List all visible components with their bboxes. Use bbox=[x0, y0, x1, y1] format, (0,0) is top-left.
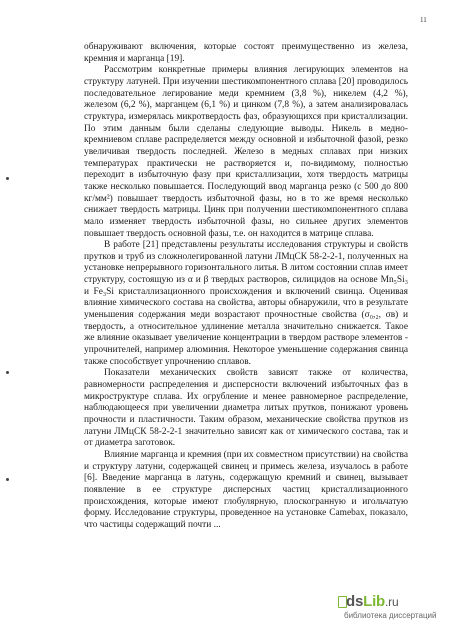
margin-mark bbox=[6, 478, 9, 481]
paragraph: Влияние марганца и кремния (при их совместном присутствии) на свойства и структуру латуни, содержащей свинец и примесь железа, изучалось в работе [6]. Введение марганца в латунь, содержащую кремний и свинец, вызывает появление в ее структуре дисперсных частиц кристаллизационного происхождения, которые имеют глобулярную, плоскогранную и игольчатую форму. Исследование структуры, проведенное на установке Camebax, показало, что частицы содержащий почти ... bbox=[84, 449, 408, 530]
paragraph: В работе [21] представлены результаты исследования структуры и свойств прутков и труб из сложнолегированной латуни ЛМцСК 58-2-2-1, полученных на установке непрерывного горизонтального литья. В литом состоянии сплав имеет структуру, состоящую из α и β твердых растворов, силицидов на основе Mn₅Si₃ и Fe₃Si кристаллизационного происхождения и включений свинца. Оценивая влияние химического состава на свойства, авторы обнаружили, что в результате уменьшения содержания меди возрастают прочностные свойства (σ₀,₂, σв) и твердость, а относительное удлинение металла значительно снижается. Такое же влияние оказывает увеличение концентрации в твердом растворе элементов - упрочнителей, например алюминия. Некоторое уменьшение содержания свинца также способствует упрочнению сплавов. bbox=[84, 240, 408, 367]
watermark-tagline: библиотека диссертаций bbox=[344, 611, 437, 620]
paragraph: обнаруживают включения, которые состоят преимущественно из железа, кремния и марганца [19]. bbox=[84, 42, 408, 64]
dslib-watermark[interactable] bbox=[338, 590, 450, 626]
document-body bbox=[84, 42, 408, 532]
paragraph: Рассмотрим конкретные примеры влияния легирующих элементов на структуру латуней. При изучении шестикомпонентного сплава [20] проводилось последовательное легирование меди кремнием (3,8 %), никелем (4,2 %), железом (6,2 %), марганцем (6,1 %) и цинком (7,8 %), а затем анализировалась структура, измерялась микротвердость фаз, образующихся при кристаллизации. По этим данным были сделаны следующие выводы. Никель в медно-кремниевом сплаве распределяется между основной и избыточной фазой, резко увеличивая твердость последней. Железо в медных сплавах при низких температурах практически не растворяется и, по-видимому, полностью переходит в избыточную фазу при кристаллизации, хотя твердость матрицы также несколько повышается. Последующий ввод марганца резко (с 500 до 800 кг/мм²) повышает твердость избыточной фазы, но в то же время несколько снижает твердость матрицы. Цинк при получении шестикомпонентного сплава мало изменяет твердость избыточной фазы, но сильнее других элементов повышает твердость основной фазы, т.е. он находится в матрице сплава. bbox=[84, 65, 408, 239]
margin-mark bbox=[6, 177, 9, 180]
page-number: 11 bbox=[420, 16, 427, 24]
dslib-logo: dsLib.ru bbox=[346, 593, 399, 610]
margin-mark bbox=[6, 371, 9, 374]
paragraph: Показатели механических свойств зависят также от количества, равномерности распределения и дисперсности включений избыточных фаз в микроструктуре сплава. Их огрубление и менее равномерное распределение, наблюдающееся при увеличении диаметра литых прутков, понижают уровень прочности и пластичности. Таким образом, механические свойства прутков из латуни ЛМцСК 58-2-2-1 значительно зависят как от химического состава, так и от диаметра заготовок. bbox=[84, 368, 408, 449]
